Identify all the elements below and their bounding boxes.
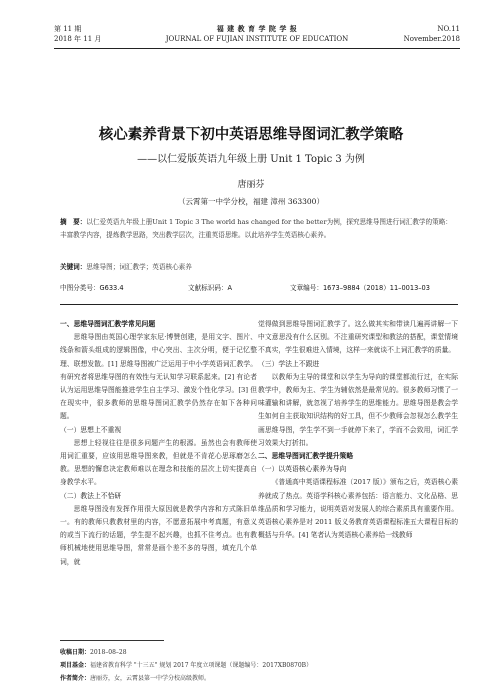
issue-date: 2018 年 11 月: [54, 35, 102, 43]
received-value: 2018–08–28: [90, 649, 127, 656]
header-right: [404, 24, 460, 44]
author-bio-label: 作者简介：: [60, 675, 91, 682]
subsection-heading: （一）思想上不重视: [60, 425, 122, 434]
subsection-heading: （三）学法上不跟进: [258, 359, 320, 368]
abstract-label: 摘 要：: [60, 218, 87, 226]
left-column: [60, 318, 257, 569]
author-name: 唐丽芬: [237, 180, 265, 190]
issue-number-en: NO.11: [437, 25, 460, 33]
issue-number: 第 11 期: [54, 25, 82, 33]
author-bio-value: 唐丽芬，女，云霄县第一中学分校高级教师。: [90, 675, 211, 682]
subsection-heading: （二）教法上不恰研: [60, 491, 122, 500]
footnotes: [60, 646, 312, 685]
footnote-rule: [60, 640, 164, 641]
article-title: 核心素养背景下初中英语思维导图词汇教学策略: [98, 127, 404, 143]
keywords-label: 关键词：: [60, 263, 87, 271]
author-affiliation: （云霄第一中学分校，福建 漳州 363300）: [178, 197, 324, 206]
keywords-text: 思维导图；词汇教学；英语核心素养: [86, 263, 192, 271]
document-code: 文献标识码：A: [188, 284, 233, 292]
header-center: [54, 24, 460, 44]
journal-name-cn: 福 建 教 育 学 院 学 报: [216, 25, 298, 33]
right-column: [258, 318, 458, 542]
project-value: 福建省教育科学 "十三五" 规划 2017 年度立项课题（课题编号：2017XB0870B）: [90, 662, 313, 669]
project-fund: [60, 659, 312, 672]
project-label: 项目基金：: [60, 662, 91, 669]
article-id: 文章编号：1673–9884（2018）11–0013–03: [290, 284, 430, 292]
paragraph: 以教师为主导的课堂和以学生为导向的课堂都流行过，在实际教学中，教师为主、学生为辅依然是最常见的。很多教师习惯了一味灌输和讲解，就忽视了培养学生的思维能力。思维导图是教会学生如何自主获取知识结构的好工具，但不少教师会忽视怎么教学生画思维导图，学生学不到一手就停下来了，学而不会致用，词汇学习效果大打折扣。: [258, 372, 458, 447]
abstract-text: 以仁爱英语九年级上册Unit 1 Topic 3 The world has changed for the better为例，探究思维导图进行词汇教学的策略：丰富教学内容，提炼教学思路，突出教学层次，注重英语思维。以此培养学生英语核心素养。: [60, 218, 452, 239]
paragraph: 思维导图由英国心理学家东尼·博赞创建，是用文字、图片、线条和箭头组成的逻辑图像，中心突出、主次分明，便于记忆整理、联想发散。[1] 思维导图被广泛运用于中小学英语词汇教学。有研究者将思维导图的有效性与无认知学习联系起来。[2] 有论者认为运用思维导图能推进学生自主学习、激发个性化学习。[3] 但在现实中，很多教师的思维导图词汇教学仍然存在如下各种问题。: [60, 333, 257, 421]
abstract-rule: [60, 304, 458, 305]
clc-number: 中图分类号：G633.4: [60, 284, 124, 292]
abstract: [60, 216, 458, 241]
received-label: 收稿日期：: [60, 649, 91, 656]
received-date: [60, 646, 312, 659]
paragraph: 思维导图没有发挥作用很大原因就是教学内容和方式陈旧单一。有的教师只教教材里的内容，不愿意拓展中考真题，有意义的或当下流行的话题，学生提不起兴趣，也抓不住考点。也有教师机械地使用思维导图，常常是画个差不多的导图，填充几个单词，就: [60, 504, 257, 566]
paragraph: 《普通高中英语课程标准（2017 版）》颁布之后，英语核心素养就成了热点。英语学科核心素养包括：语言能力、文化品格、思维品质和学习能力，说明英语对发展人的综合素质具有重要作用。英语核心素养是对 2011 版义务教育英语课程标准五大课程目标的概括与升华。[4] 笔者认为英语核心素养给一线教师: [258, 478, 458, 540]
section-heading: 一、思维导图词汇教学常见问题: [60, 320, 156, 328]
header-rule: [54, 48, 460, 49]
subsection-heading: （一）以英语核心素养为导向: [258, 465, 347, 474]
section-heading: 二、思维导图词汇教学提升策略: [258, 452, 354, 461]
article-subtitle: ——以仁爱版英语九年级上册 Unit 1 Topic 3 为例: [137, 154, 365, 165]
author-bio: [60, 672, 312, 685]
issue-month-en: November.2018: [403, 35, 460, 43]
keywords: [60, 262, 458, 272]
paragraph: 觉得做到思维导图词汇教学了。这么做其实和带读几遍再讲解一下中文意思没有什么区别。不注重研究课型和教法的搭配，课堂情境不真实，学生很难进入情境，这样一来就谈不上词汇教学的质量。: [258, 320, 458, 355]
paragraph: 思想上轻视往往是很多问题产生的根源。虽然也会有教师使用词汇重要，应该用思维导图来教，但就是不肯花心思琢磨怎么教。思想的懈怠决定教师难以在理念和技能的层次上切实提高自身教学水平。: [60, 438, 257, 487]
journal-name-en: JOURNAL OF FUJIAN INSTITUTE OF EDUCATION: [165, 35, 349, 43]
